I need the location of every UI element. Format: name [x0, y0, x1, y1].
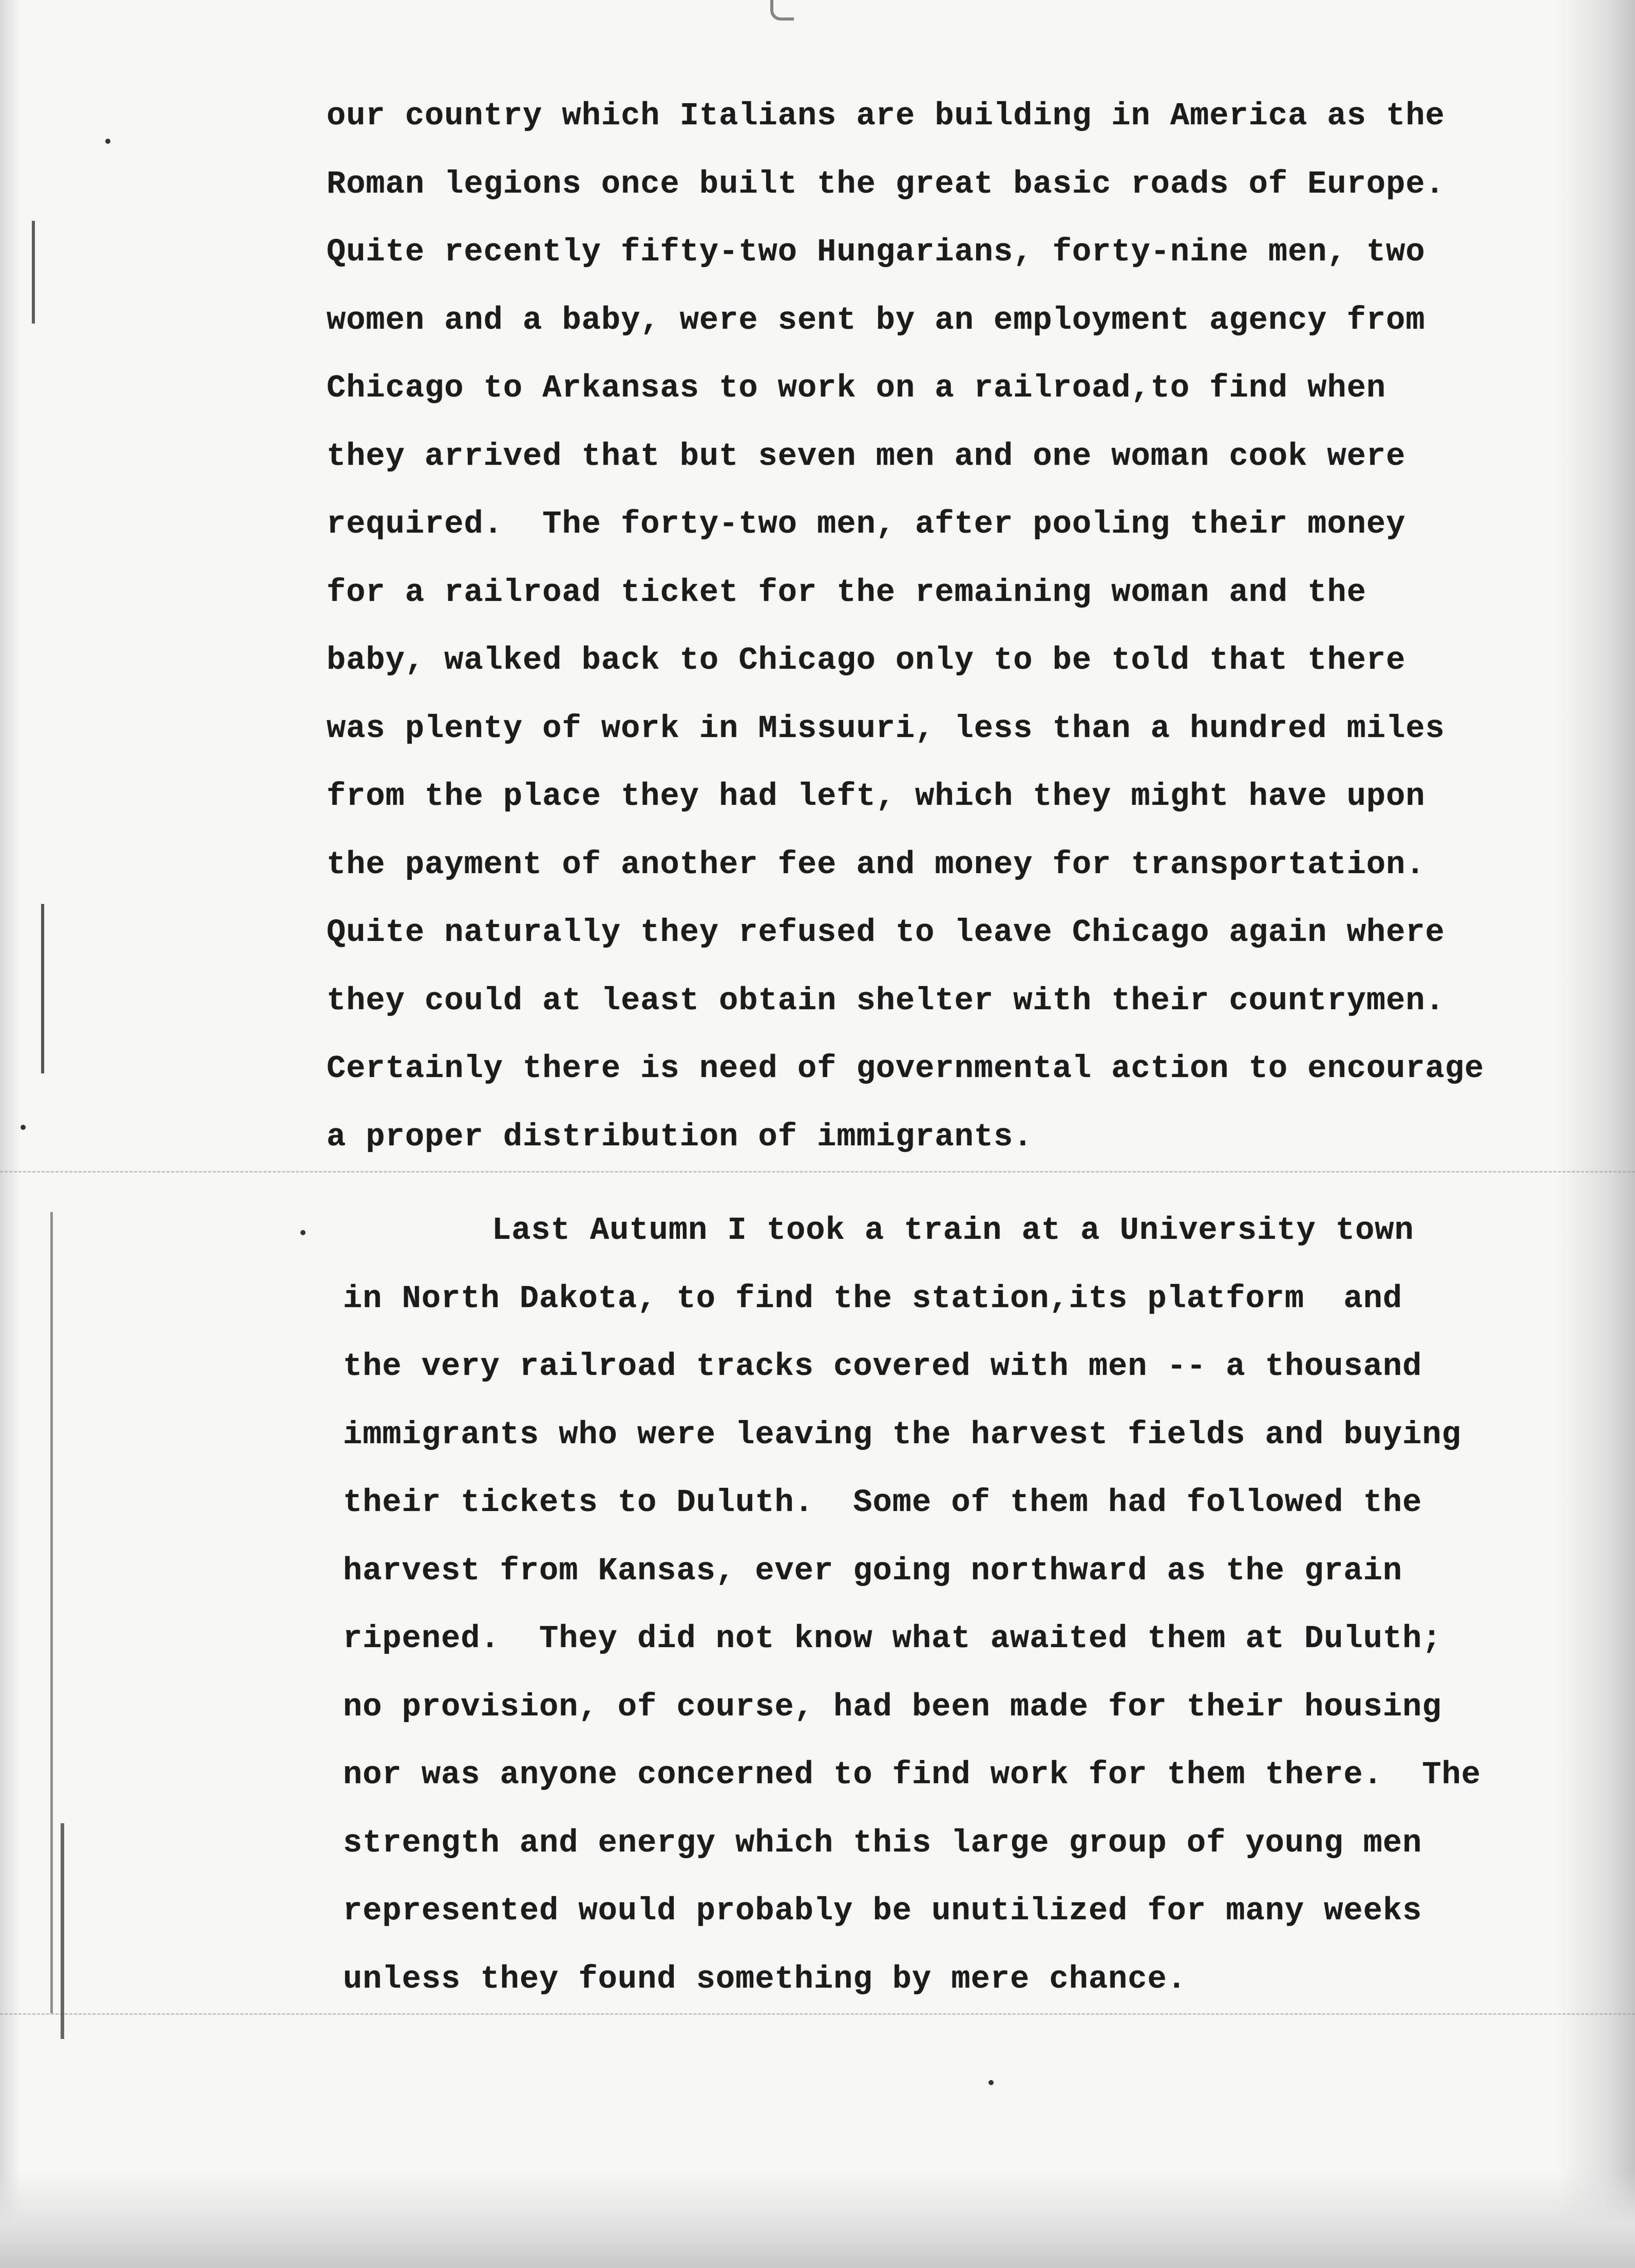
text-line: Quite naturally they refused to leave Chicago again where — [327, 914, 1445, 951]
text-line: a proper distribution of immigrants. — [327, 1118, 1033, 1155]
paragraph-north-dakota-harvest — [343, 1197, 1481, 2013]
margin-mark — [50, 1212, 53, 2013]
text-line: required. The forty-two men, after pooling their money — [327, 506, 1406, 542]
margin-mark — [61, 1823, 64, 2039]
text-line: the very railroad tracks covered with men -- a thousand — [343, 1348, 1422, 1385]
text-line: Certainly there is need of governmental action to encourage — [327, 1050, 1485, 1087]
speck — [300, 1230, 306, 1235]
text-line: Quite recently fifty-two Hungarians, forty-nine men, two — [327, 234, 1425, 270]
text-line: Chicago to Arkansas to work on a railroad,to find when — [327, 370, 1386, 406]
text-line: harvest from Kansas, ever going northward as the grain — [343, 1552, 1403, 1589]
text-line: was plenty of work in Missuuri, less than a hundred miles — [327, 710, 1445, 747]
text-line: they could at least obtain shelter with their countrymen. — [327, 982, 1445, 1019]
top-edge-mark — [770, 0, 794, 21]
text-line: Last Autumn I took a train at a University town — [492, 1212, 1414, 1249]
text-line: represented would probably be unutilized for many weeks — [343, 1893, 1422, 1929]
text-line: they arrived that but seven men and one woman cook were — [327, 438, 1406, 475]
text-line: from the place they had left, which they might have upon — [327, 778, 1425, 815]
text-line: the payment of another fee and money for transportation. — [327, 846, 1425, 883]
text-line: ripened. They did not know what awaited them at Duluth; — [343, 1620, 1442, 1657]
text-line: Roman legions once built the great basic roads of Europe. — [327, 165, 1445, 202]
text-line: unless they found something by mere chance. — [343, 1960, 1187, 1997]
speck — [988, 2080, 994, 2085]
paragraph-immigrant-distribution — [327, 82, 1484, 1171]
scan-bottom-shadow — [0, 2170, 1635, 2268]
margin-mark — [41, 904, 44, 1073]
text-line: their tickets to Duluth. Some of them had followed the — [343, 1484, 1422, 1521]
margin-mark — [32, 221, 35, 324]
text-line: for a railroad ticket for the remaining woman and the — [327, 574, 1366, 611]
speck — [21, 1125, 26, 1130]
text-line: women and a baby, were sent by an employment agency from — [327, 301, 1425, 338]
text-line: immigrants who were leaving the harvest fields and buying — [343, 1416, 1461, 1453]
text-line: nor was anyone concerned to find work for them there. The — [343, 1756, 1481, 1793]
speck — [105, 139, 110, 144]
text-line: in North Dakota, to find the station,its platform and — [343, 1280, 1403, 1317]
text-line: strength and energy which this large group of young men — [343, 1824, 1422, 1861]
text-line: baby, walked back to Chicago only to be told that there — [327, 642, 1406, 678]
scan-seam — [0, 2013, 1635, 2015]
scan-right-shadow — [1558, 0, 1635, 2268]
scan-seam — [0, 1171, 1635, 1173]
scan-left-shadow — [0, 0, 21, 2268]
text-line: our country which Italians are building in America as the — [327, 98, 1445, 134]
text-line: no provision, of course, had been made for their housing — [343, 1688, 1442, 1725]
